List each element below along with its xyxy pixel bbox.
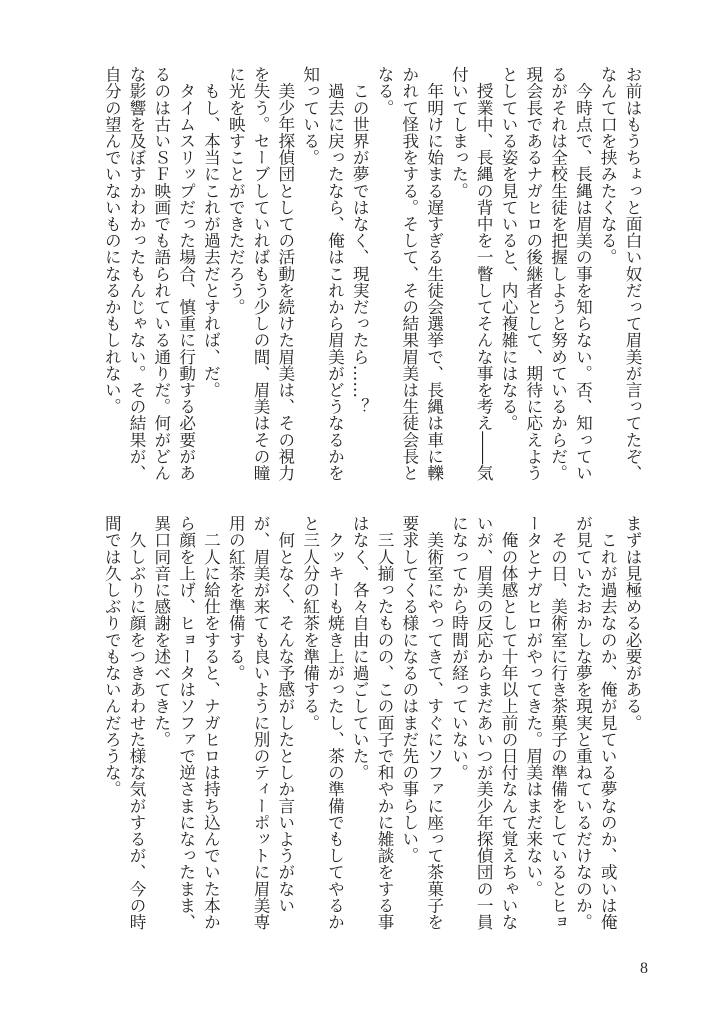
text-line: 俺の体感として十年以上前の日付なんて覚えちゃいな xyxy=(499,515,519,930)
text-line: が見ていたおかしな夢を現実と重ねているだけなのか。 xyxy=(573,515,593,930)
text-line: 美少年探偵団としての活動を続けた眉美は、その視力 xyxy=(275,66,295,481)
text-line: な影響を及ぼすかわかったもんじゃない。その結果が、 xyxy=(127,66,147,481)
text-line: この世界が夢ではなく、現実だったら……？ xyxy=(350,66,370,415)
text-line: が、眉美が来ても良いように別のティーポットに眉美専 xyxy=(251,515,271,930)
text-line: ータとナガヒロがやってきた。眉美はまだ来ない。 xyxy=(523,515,543,897)
text-line: と三人分の紅茶を準備する。 xyxy=(300,515,320,731)
text-line: クッキーも焼き上がったし、茶の準備でもしてやるか xyxy=(325,515,345,930)
text-line: もし、本当にこれが過去だとすれば、だ。 xyxy=(201,66,221,398)
text-line: まずは見極める必要がある。 xyxy=(623,515,642,731)
text-line: かれて怪我をする。そして、その結果眉美は生徒会長と xyxy=(399,66,419,481)
text-line: になってから時間が経っていない。 xyxy=(449,515,469,781)
text-line: としている姿を見ていると、内心複雑にはなる。 xyxy=(499,66,519,432)
text-block-bottom xyxy=(98,515,644,947)
text-line: いが、眉美の反応からまだあいつが美少年探偵団の一員 xyxy=(474,515,494,930)
text-line: 付いてしまった。 xyxy=(449,66,469,199)
text-line: 二人に給仕をすると、ナガヒロは持ち込んでいた本か xyxy=(201,515,221,930)
text-line: 何となく、そんな予感がしたとしか言いようがない xyxy=(275,515,295,914)
text-line: 知っている。 xyxy=(300,66,320,166)
text-line: 授業中、長縄の背中を一瞥してそんな事を考え――気 xyxy=(474,66,494,481)
text-line: その日、美術室に行き茶菓子の準備をしているとヒョ xyxy=(548,515,568,930)
text-line: お前はもうちょっと面白い奴だって眉美が言ってたぞ、 xyxy=(623,66,642,481)
text-line: を失う。セーブしていればもう少しの間、眉美はその瞳 xyxy=(251,66,271,481)
text-line: るのは古いＳＦ映画でも語られている通りだ。何がどん xyxy=(151,66,171,481)
text-line: 自分の望んでいないものになるかもしれない。 xyxy=(102,66,122,415)
text-line: なる。 xyxy=(375,66,395,116)
text-line: 久しぶりに顔をつきあわせた様な気がするが、今の時 xyxy=(127,515,147,930)
text-line: なんて口を挟みたくなる。 xyxy=(598,66,618,266)
text-block-top xyxy=(98,66,644,498)
text-line: これが過去なのか、俺が見ている夢なのか、或いは俺 xyxy=(598,515,618,930)
text-line: 間では久しぶりでもないんだろうな。 xyxy=(102,515,122,798)
text-line: 今時点で、長縄は眉美の事を知らない。否、知ってい xyxy=(573,66,593,481)
text-line: 用の紅茶を準備する。 xyxy=(226,515,246,681)
text-line: 要求してくる様になるのはまだ先の事らしい。 xyxy=(399,515,419,864)
text-line: に光を映すことができただろう。 xyxy=(226,66,246,315)
page-number: 8 xyxy=(640,960,648,977)
text-line: タイムスリップだった場合、慎重に行動する必要があ xyxy=(176,66,196,481)
text-line: はなく、各々自由に過ごしていた。 xyxy=(350,515,370,781)
text-line: るがそれは全校生徒を把握しようと努めているからだ。 xyxy=(548,66,568,481)
text-line: ら顔を上げ、ヒョータはソファで逆さまになったまま、 xyxy=(176,515,196,930)
text-line: 異口同音に感謝を述べてきた。 xyxy=(151,515,171,748)
text-line: 過去に戻ったなら、俺はこれから眉美がどうなるかを xyxy=(325,66,345,481)
text-line: 美術室にやってきて、すぐにソファに座って茶菓子を xyxy=(424,515,444,930)
text-line: 年明けに始まる遅すぎる生徒会選挙で、長縄は車に轢 xyxy=(424,66,444,481)
text-line: 現会長であるナガヒロの後継者として、期待に応えよう xyxy=(523,66,543,481)
text-line: 三人揃ったものの、この面子で和やかに雑談をする事 xyxy=(375,515,395,930)
